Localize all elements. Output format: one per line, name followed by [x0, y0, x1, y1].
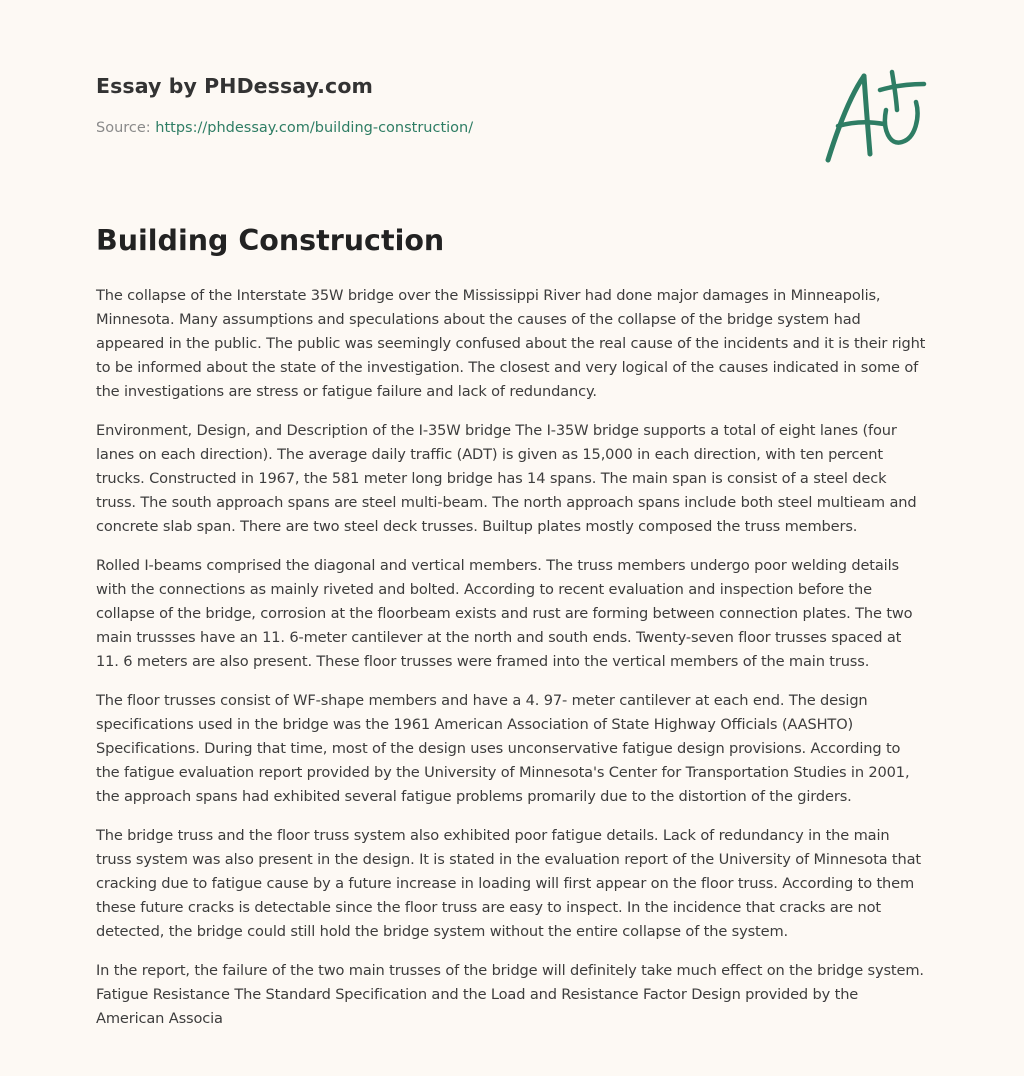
- article-paragraph: The collapse of the Interstate 35W bridge over the Mississippi River had done major damages in Minneapolis, Minnesota. Many assumptions and speculations about the causes of the collapse of the bridge system had appeared in the public. The public was seemingly confused about the real cause of the incidents and it is their right to be informed about the state of the investigation. The closest and very logical of the causes indicated in some of the investigations are stress or fatigue failure and lack of redundancy.: [96, 287, 926, 400]
- source-line: [96, 120, 796, 136]
- article-paragraph: Rolled I-beams comprised the diagonal and vertical members. The truss members undergo poor welding details with the connections as mainly riveted and bolted. According to recent evaluation and inspection before the collapse of the bridge, corrosion at the floorbeam exists and rust are forming between connection plates. The two main trussses have an 11. 6-meter cantilever at the north and south ends. Twenty-seven floor trusses spaced at 11. 6 meters are also present. These floor trusses were framed into the vertical members of the main truss.: [96, 557, 913, 670]
- article-body: [96, 284, 928, 1046]
- article-paragraph: The floor trusses consist of WF-shape members and have a 4. 97- meter cantilever at each end. The design specifications used in the bridge was the 1961 American Association of State Highway Officials (AASHTO) Specifications. During that time, most of the design uses unconservative fatigue design provisions. According to the fatigue evaluation report provided by the University of Minnesota's Center for Transportation Studies in 2001, the approach spans had exhibited several fatigue problems promarily due to the distortion of the girders.: [96, 692, 910, 805]
- essay-header: [96, 74, 796, 136]
- article-paragraph: The bridge truss and the floor truss system also exhibited poor fatigue details. Lack of redundancy in the main truss system was also present in the design. It is stated in the evaluation report of the University of Minnesota that cracking due to fatigue cause by a future increase in loading will first appear on the floor truss. According to them these future cracks is detectable since the floor truss are easy to inspect. In the incidence that cracks are not detected, the bridge could still hold the bridge system without the entire collapse of the system.: [96, 827, 921, 940]
- source-link[interactable]: https://phdessay.com/building-construction/: [155, 120, 474, 136]
- source-label: Source:: [96, 120, 156, 136]
- article-paragraph: In the report, the failure of the two main trusses of the bridge will definitely take much effect on the bridge system. Fatigue Resistance The Standard Specification and the Load and Resistance Factor Design provided by the American Associa: [96, 962, 924, 1027]
- article-title: Building Construction: [96, 224, 445, 257]
- site-brand: Essay by PHDessay.com: [96, 74, 373, 98]
- a-plus-logo-icon: [818, 66, 930, 166]
- article-paragraph: Environment, Design, and Description of the I-35W bridge The I-35W bridge supports a total of eight lanes (four lanes on each direction). The average daily traffic (ADT) is given as 15,000 in each direction, with ten percent trucks. Constructed in 1967, the 581 meter long bridge has 14 spans. The main span is consist of a steel deck truss. The south approach spans are steel multi-beam. The north approach spans include both steel multieam and concrete slab span. There are two steel deck trusses. Builtup plates mostly composed the truss members.: [96, 422, 917, 535]
